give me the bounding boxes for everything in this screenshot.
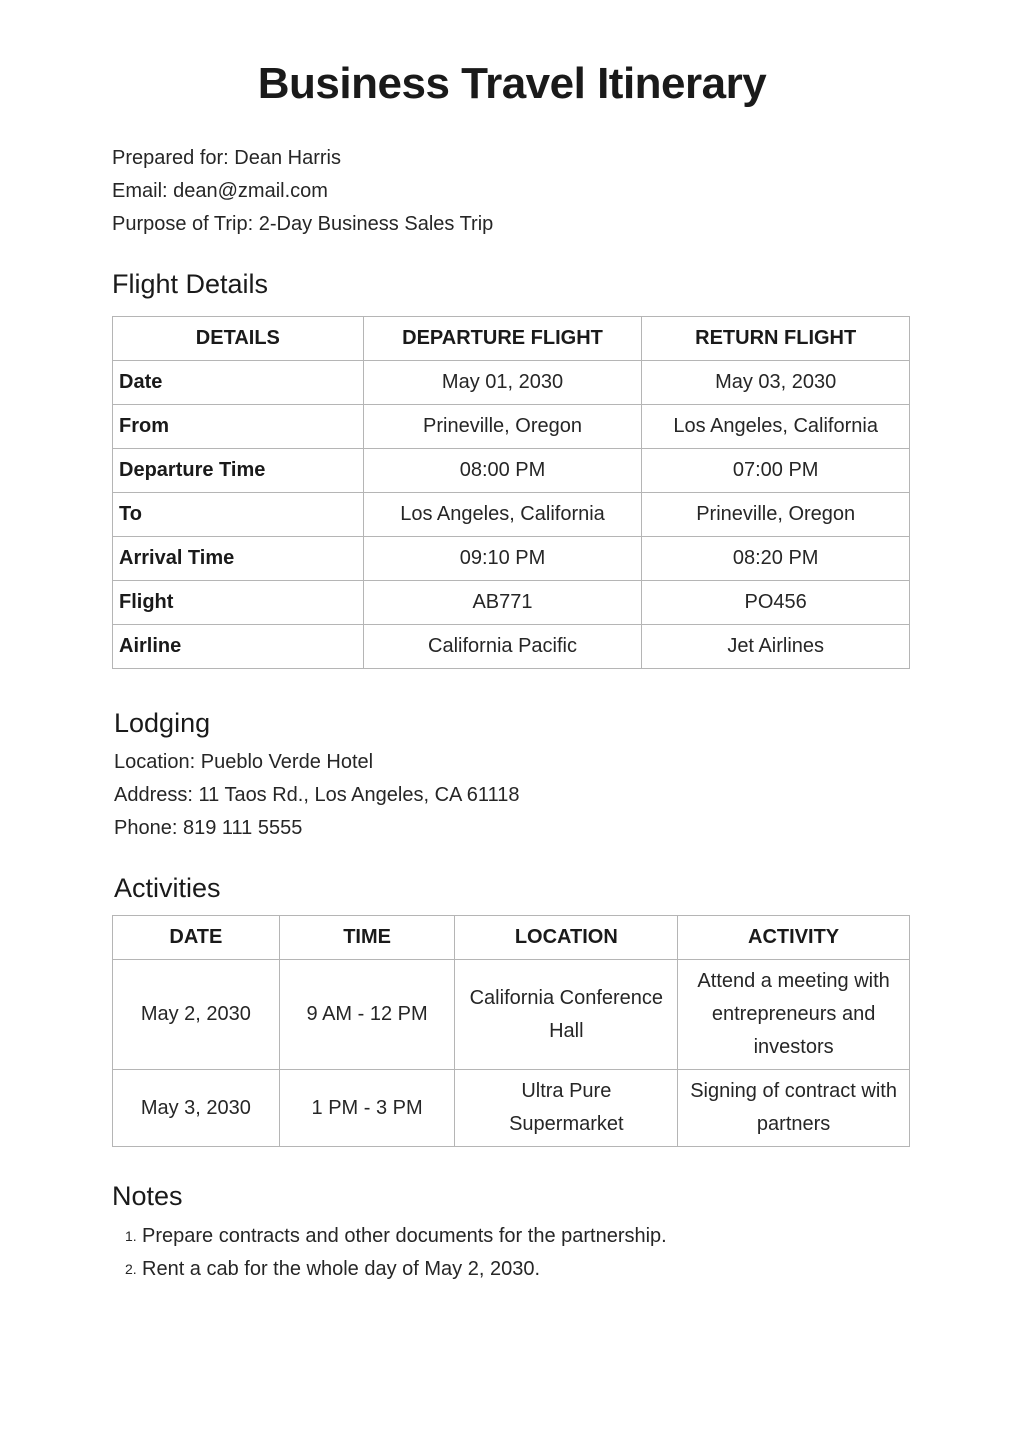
- departure-cell: 09:10 PM: [363, 537, 642, 581]
- lodging-heading: Lodging: [114, 708, 211, 738]
- purpose-text: Purpose of Trip: 2-Day Business Sales Trip: [112, 213, 494, 235]
- table-row: [113, 405, 910, 449]
- table-row: [113, 493, 910, 537]
- list-item-number: 1.: [125, 1228, 137, 1244]
- notes-list: [125, 1220, 667, 1286]
- column-header-location: LOCATION: [455, 916, 678, 960]
- list-item-number: 2.: [125, 1261, 137, 1277]
- flight-details-table: [112, 316, 910, 669]
- row-label: Departure Time: [113, 449, 364, 493]
- lodging-location-text: Location: Pueblo Verde Hotel: [114, 751, 374, 773]
- departure-cell: Los Angeles, California: [363, 493, 642, 537]
- activity-time-cell: 1 PM - 3 PM: [279, 1070, 455, 1147]
- row-label: To: [113, 493, 364, 537]
- table-row: [113, 625, 910, 669]
- activity-location-cell: Ultra Pure Supermarket: [455, 1070, 678, 1147]
- departure-cell: Prineville, Oregon: [363, 405, 642, 449]
- return-cell: Prineville, Oregon: [642, 493, 910, 537]
- row-label: Date: [113, 361, 364, 405]
- activity-date-cell: May 2, 2030: [113, 960, 280, 1070]
- return-cell: Los Angeles, California: [642, 405, 910, 449]
- return-cell: 08:20 PM: [642, 537, 910, 581]
- lodging-phone-text: Phone: 819 111 5555: [114, 817, 303, 839]
- activity-time-cell: 9 AM - 12 PM: [279, 960, 455, 1070]
- column-header-activity: ACTIVITY: [678, 916, 910, 960]
- list-item-text: Prepare contracts and other documents for the partnership.: [142, 1225, 667, 1247]
- email-text: Email: dean@zmail.com: [112, 180, 328, 202]
- table-row: [113, 581, 910, 625]
- activity-description-cell: Attend a meeting with entrepreneurs and investors: [678, 960, 910, 1070]
- table-row: [113, 449, 910, 493]
- page-title: Business Travel Itinerary: [257, 59, 767, 108]
- return-cell: May 03, 2030: [642, 361, 910, 405]
- activity-date-cell: May 3, 2030: [113, 1070, 280, 1147]
- table-row: [113, 361, 910, 405]
- departure-cell: AB771: [363, 581, 642, 625]
- departure-cell: May 01, 2030: [363, 361, 642, 405]
- column-header-date: DATE: [113, 916, 280, 960]
- activity-location-cell: California Conference Hall: [455, 960, 678, 1070]
- table-header-row: [113, 317, 910, 361]
- notes-heading: Notes: [112, 1181, 183, 1211]
- row-label: From: [113, 405, 364, 449]
- column-header-time: TIME: [279, 916, 455, 960]
- activities-heading: Activities: [114, 873, 221, 903]
- list-item: [125, 1220, 667, 1253]
- list-item: [125, 1253, 667, 1286]
- table-row: [113, 537, 910, 581]
- list-item-text: Rent a cab for the whole day of May 2, 2030.: [142, 1258, 541, 1280]
- column-header-departure-flight: DEPARTURE FLIGHT: [363, 317, 642, 361]
- prepared-for-text: Prepared for: Dean Harris: [112, 147, 341, 169]
- lodging-address-text: Address: 11 Taos Rd., Los Angeles, CA 61118: [114, 784, 520, 806]
- table-row: [113, 1070, 910, 1147]
- return-cell: Jet Airlines: [642, 625, 910, 669]
- activity-description-cell: Signing of contract with partners: [678, 1070, 910, 1147]
- row-label: Arrival Time: [113, 537, 364, 581]
- column-header-return-flight: RETURN FLIGHT: [642, 317, 910, 361]
- row-label: Airline: [113, 625, 364, 669]
- table-header-row: [113, 916, 910, 960]
- activities-table: [112, 915, 910, 1147]
- column-header-details: DETAILS: [113, 317, 364, 361]
- row-label: Flight: [113, 581, 364, 625]
- departure-cell: 08:00 PM: [363, 449, 642, 493]
- flight-details-heading: Flight Details: [112, 269, 269, 299]
- table-row: [113, 960, 910, 1070]
- return-cell: PO456: [642, 581, 910, 625]
- departure-cell: California Pacific: [363, 625, 642, 669]
- return-cell: 07:00 PM: [642, 449, 910, 493]
